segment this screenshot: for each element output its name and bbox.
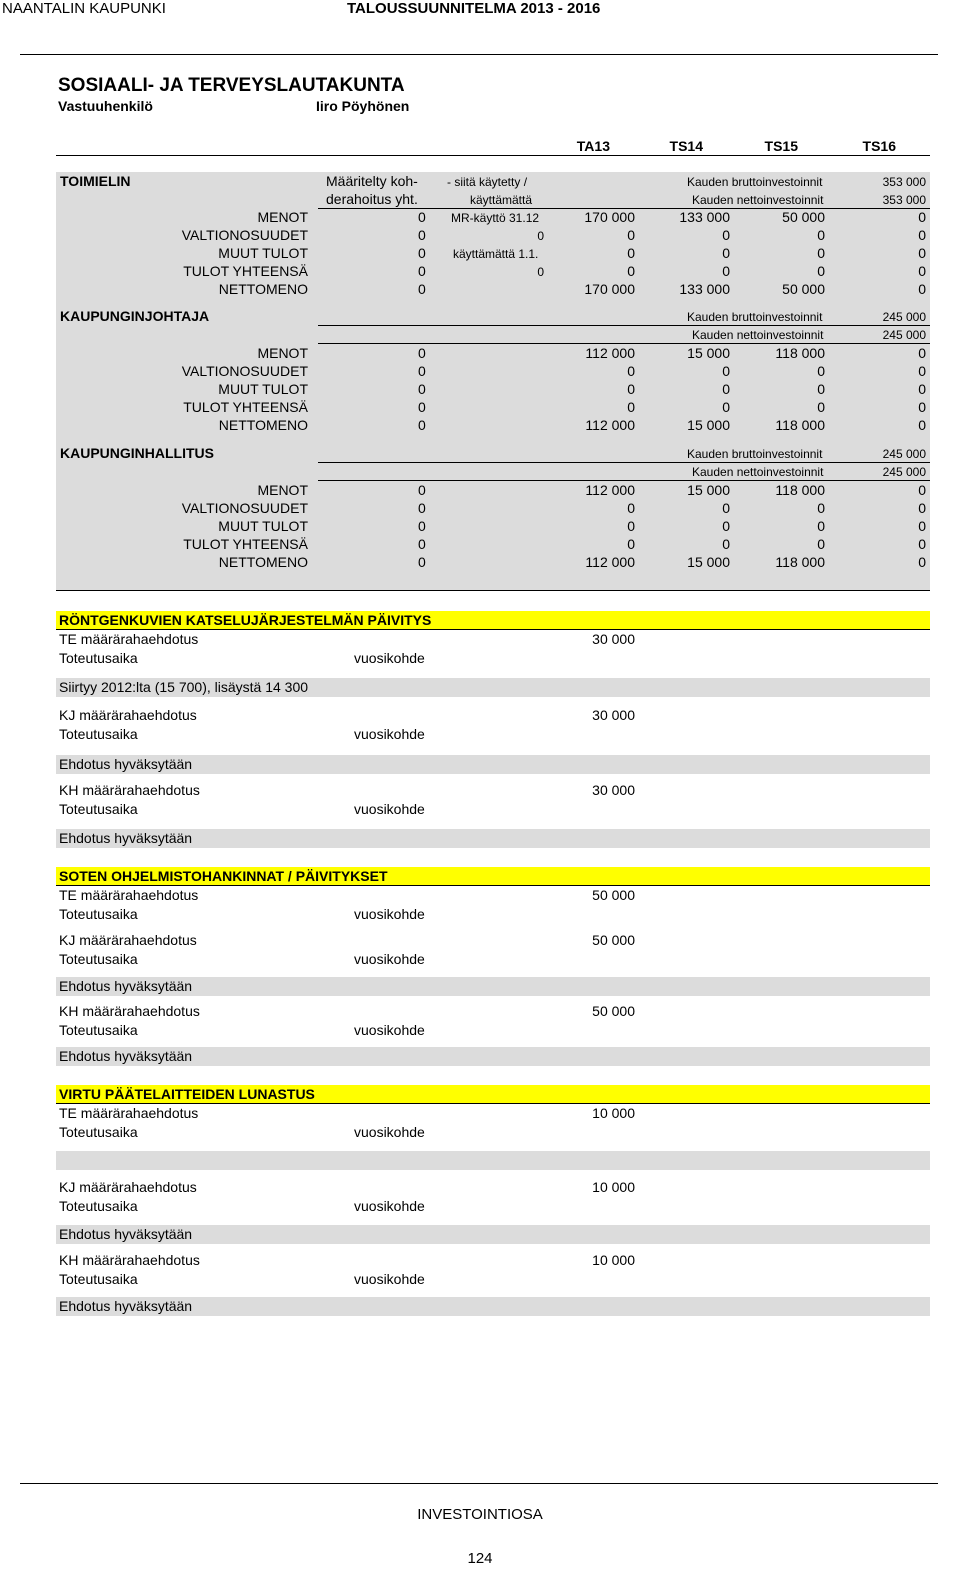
kh-proposal-amount: 30 000	[592, 782, 635, 798]
responsible-label: Vastuuhenkilö	[58, 98, 153, 114]
value-ta13: 0	[627, 399, 635, 415]
value-ts14: 0	[722, 518, 730, 534]
gross-investment-label: Kauden bruttoinvestoinnit	[687, 447, 823, 461]
kaupunginhallitus-rule	[318, 480, 930, 481]
value-ta13: 0	[627, 536, 635, 552]
value-ts16: 0	[918, 536, 926, 552]
unused-note: käyttämättä 1.1.	[453, 247, 539, 261]
defined-value: 0	[418, 536, 426, 552]
kj-proposal-label: KJ määrärahaehdotus	[59, 1179, 197, 1195]
value-ts16: 0	[918, 417, 926, 433]
project-title: VIRTU PÄÄTELAITTEIDEN LUNASTUS	[59, 1086, 315, 1102]
implementation-label: Toteutusaika	[59, 1124, 138, 1140]
kj-proposal-label: KJ määrärahaehdotus	[59, 707, 197, 723]
defined-value: 0	[418, 209, 426, 225]
net-investment-value: 245 000	[882, 328, 926, 342]
value-ts16: 0	[918, 554, 926, 570]
implementation-label: Toteutusaika	[59, 650, 138, 666]
te-proposal-label: TE määrärahaehdotus	[59, 631, 199, 647]
te-proposal-label: TE määrärahaehdotus	[59, 887, 199, 903]
value-ts15: 0	[817, 399, 825, 415]
value-ts15: 118 000	[775, 482, 825, 498]
value-ts15: 0	[817, 363, 825, 379]
project-title: SOTEN OHJELMISTOHANKINNAT / PÄIVITYKSET	[59, 868, 388, 884]
kj-proposal-label: KJ määrärahaehdotus	[59, 932, 197, 948]
row-label-muut-tulot: MUUT TULOT	[218, 518, 308, 534]
defined-value: 0	[418, 482, 426, 498]
table-top-rule	[56, 155, 930, 156]
defined-value: 0	[418, 381, 426, 397]
defined-header-line1: Määritelty koh-	[326, 173, 418, 189]
value-ts16: 0	[918, 363, 926, 379]
value-ta13: 112 000	[585, 345, 635, 361]
value-ts15: 0	[817, 227, 825, 243]
implementation-label: Toteutusaika	[59, 906, 138, 922]
value-ts14: 0	[722, 381, 730, 397]
value-ta13: 0	[627, 245, 635, 261]
kj-proposal-amount: 50 000	[592, 932, 635, 948]
page-number: 124	[467, 1550, 493, 1567]
responsible-name: Iiro Pöyhönen	[316, 98, 410, 114]
te-proposal-amount: 10 000	[592, 1105, 635, 1121]
committee-title: SOSIAALI- JA TERVEYSLAUTAKUNTA	[58, 75, 405, 96]
defined-value: 0	[418, 227, 426, 243]
approval-text: Ehdotus hyväksytään	[59, 1048, 193, 1064]
value-ts15: 0	[817, 381, 825, 397]
value-ts16: 0	[918, 245, 926, 261]
value-ts14: 0	[722, 245, 730, 261]
project-title-rule	[56, 629, 930, 630]
row-label-menot: MENOT	[257, 345, 308, 361]
value-ts15: 0	[817, 500, 825, 516]
defined-header-line2: derahoitus yht.	[326, 191, 418, 207]
row-label-menot: MENOT	[257, 209, 308, 225]
kaupunginhallitus-label: KAUPUNGINHALLITUS	[60, 445, 214, 461]
kaupunginjohtaja-label: KAUPUNGINJOHTAJA	[60, 308, 210, 324]
row-label-tulot-yhteensa: TULOT YHTEENSÄ	[183, 263, 308, 279]
value-ts15: 50 000	[782, 281, 825, 297]
used-header-line2: käyttämättä	[470, 193, 533, 207]
te-proposal-label: TE määrärahaehdotus	[59, 1105, 199, 1121]
value-ts16: 0	[918, 227, 926, 243]
defined-value: 0	[418, 345, 426, 361]
implementation-label: Toteutusaika	[59, 1271, 138, 1287]
value-ts14: 0	[722, 536, 730, 552]
row-label-muut-tulot: MUUT TULOT	[218, 381, 308, 397]
value-ts16: 0	[918, 209, 926, 225]
footer-rule	[20, 1483, 938, 1484]
value-ts14: 15 000	[687, 345, 730, 361]
empty-note-row-background	[56, 1151, 930, 1170]
defined-value: 0	[418, 363, 426, 379]
row-label-tulot-yhteensa: TULOT YHTEENSÄ	[183, 536, 308, 552]
header-document-title: TALOUSSUUNNITELMA 2013 - 2016	[347, 0, 601, 17]
row-label-valtionosuudet: VALTIONOSUUDET	[181, 500, 308, 516]
gross-investment-value: 353 000	[882, 175, 926, 189]
project-title-rule	[56, 1103, 930, 1104]
used-value: 0	[537, 229, 544, 243]
value-ta13: 0	[627, 363, 635, 379]
value-ts14: 0	[722, 399, 730, 415]
kaupunginhallitus-mid-rule	[318, 462, 930, 463]
value-ts15: 118 000	[775, 554, 825, 570]
year-header-ts16: TS16	[862, 138, 896, 154]
row-label-muut-tulot: MUUT TULOT	[218, 245, 308, 261]
value-ts16: 0	[918, 281, 926, 297]
row-label-valtionosuudet: VALTIONOSUUDET	[181, 227, 308, 243]
implementation-label: Toteutusaika	[59, 951, 138, 967]
kj-proposal-amount: 30 000	[592, 707, 635, 723]
implementation-value: vuosikohde	[354, 1022, 425, 1038]
defined-value: 0	[418, 281, 426, 297]
value-ts15: 0	[817, 518, 825, 534]
value-ta13: 0	[627, 518, 635, 534]
implementation-label: Toteutusaika	[59, 1198, 138, 1214]
row-label-nettomeno: NETTOMENO	[218, 417, 308, 433]
header-rule	[20, 54, 938, 55]
value-ts15: 50 000	[782, 209, 825, 225]
value-ts16: 0	[918, 263, 926, 279]
implementation-value: vuosikohde	[354, 1124, 425, 1140]
value-ts15: 118 000	[775, 417, 825, 433]
value-ts14: 15 000	[687, 417, 730, 433]
approval-text: Ehdotus hyväksytään	[59, 756, 193, 772]
value-ta13: 0	[627, 263, 635, 279]
value-ts14: 0	[722, 227, 730, 243]
value-ta13: 0	[627, 381, 635, 397]
value-ts16: 0	[918, 399, 926, 415]
table-bottom-rule	[56, 590, 930, 591]
footer-section-name: INVESTOINTIOSA	[417, 1506, 543, 1523]
value-ts14: 133 000	[679, 281, 730, 297]
implementation-value: vuosikohde	[354, 1271, 425, 1287]
approval-text: Ehdotus hyväksytään	[59, 1298, 193, 1314]
kh-proposal-label: KH määrärahaehdotus	[59, 1003, 200, 1019]
value-ts16: 0	[918, 482, 926, 498]
implementation-value: vuosikohde	[354, 1198, 425, 1214]
value-ts15: 0	[817, 245, 825, 261]
defined-value: 0	[418, 518, 426, 534]
row-label-valtionosuudet: VALTIONOSUUDET	[181, 363, 308, 379]
value-ta13: 112 000	[585, 417, 635, 433]
implementation-value: vuosikohde	[354, 650, 425, 666]
kh-proposal-label: KH määrärahaehdotus	[59, 782, 200, 798]
used-value: 0	[537, 265, 544, 279]
value-ts14: 0	[722, 263, 730, 279]
project-title-rule	[56, 885, 930, 886]
kj-proposal-amount: 10 000	[592, 1179, 635, 1195]
implementation-label: Toteutusaika	[59, 1022, 138, 1038]
approval-text: Ehdotus hyväksytään	[59, 830, 193, 846]
row-label-nettomeno: NETTOMENO	[218, 281, 308, 297]
value-ta13: 112 000	[585, 482, 635, 498]
value-ts14: 0	[722, 500, 730, 516]
implementation-value: vuosikohde	[354, 906, 425, 922]
kh-proposal-amount: 50 000	[592, 1003, 635, 1019]
gross-investment-label: Kauden bruttoinvestoinnit	[687, 310, 823, 324]
mr-usage-note: MR-käyttö 31.12	[451, 211, 540, 225]
value-ts16: 0	[918, 518, 926, 534]
defined-value: 0	[418, 417, 426, 433]
value-ts14: 0	[722, 363, 730, 379]
project-note: Siirtyy 2012:lta (15 700), lisäystä 14 300	[59, 679, 309, 695]
value-ts15: 0	[817, 536, 825, 552]
value-ta13: 112 000	[585, 554, 635, 570]
value-ts15: 0	[817, 263, 825, 279]
net-investment-label: Kauden nettoinvestoinnit	[692, 328, 824, 342]
defined-value: 0	[418, 245, 426, 261]
implementation-value: vuosikohde	[354, 801, 425, 817]
value-ta13: 0	[627, 500, 635, 516]
value-ta13: 0	[627, 227, 635, 243]
defined-value: 0	[418, 399, 426, 415]
gross-investment-value: 245 000	[882, 310, 926, 324]
defined-value: 0	[418, 263, 426, 279]
implementation-value: vuosikohde	[354, 726, 425, 742]
net-investment-label: Kauden nettoinvestoinnit	[692, 193, 824, 207]
value-ts16: 0	[918, 345, 926, 361]
used-header-line1: - siitä käytetty /	[447, 175, 528, 189]
year-header-ta13: TA13	[576, 138, 610, 154]
implementation-value: vuosikohde	[354, 951, 425, 967]
project-title: RÖNTGENKUVIEN KATSELUJÄRJESTELMÄN PÄIVITYS	[59, 612, 432, 628]
year-header-ts15: TS15	[764, 138, 798, 154]
kaupunginjohtaja-rule	[318, 343, 930, 344]
implementation-label: Toteutusaika	[59, 726, 138, 742]
value-ts14: 133 000	[679, 209, 730, 225]
value-ts16: 0	[918, 500, 926, 516]
net-investment-value: 353 000	[882, 193, 926, 207]
value-ts16: 0	[918, 381, 926, 397]
value-ts14: 15 000	[687, 554, 730, 570]
value-ts15: 118 000	[775, 345, 825, 361]
year-header-ts14: TS14	[669, 138, 703, 154]
row-label-tulot-yhteensa: TULOT YHTEENSÄ	[183, 399, 308, 415]
row-label-menot: MENOT	[257, 482, 308, 498]
gross-investment-value: 245 000	[882, 447, 926, 461]
kh-proposal-amount: 10 000	[592, 1252, 635, 1268]
kh-proposal-label: KH määrärahaehdotus	[59, 1252, 200, 1268]
defined-value: 0	[418, 554, 426, 570]
row-label-nettomeno: NETTOMENO	[218, 554, 308, 570]
gross-investment-label: Kauden bruttoinvestoinnit	[687, 175, 823, 189]
approval-text: Ehdotus hyväksytään	[59, 978, 193, 994]
net-investment-label: Kauden nettoinvestoinnit	[692, 465, 824, 479]
value-ta13: 170 000	[584, 281, 635, 297]
value-ta13: 170 000	[584, 209, 635, 225]
header-municipality: NAANTALIN KAUPUNKI	[2, 0, 166, 17]
implementation-label: Toteutusaika	[59, 801, 138, 817]
net-investment-value: 245 000	[882, 465, 926, 479]
kaupunginjohtaja-mid-rule	[318, 325, 930, 326]
te-proposal-amount: 50 000	[592, 887, 635, 903]
value-ts14: 15 000	[687, 482, 730, 498]
te-proposal-amount: 30 000	[592, 631, 635, 647]
approval-text: Ehdotus hyväksytään	[59, 1226, 193, 1242]
defined-value: 0	[418, 500, 426, 516]
toimielin-label: TOIMIELIN	[60, 173, 131, 189]
